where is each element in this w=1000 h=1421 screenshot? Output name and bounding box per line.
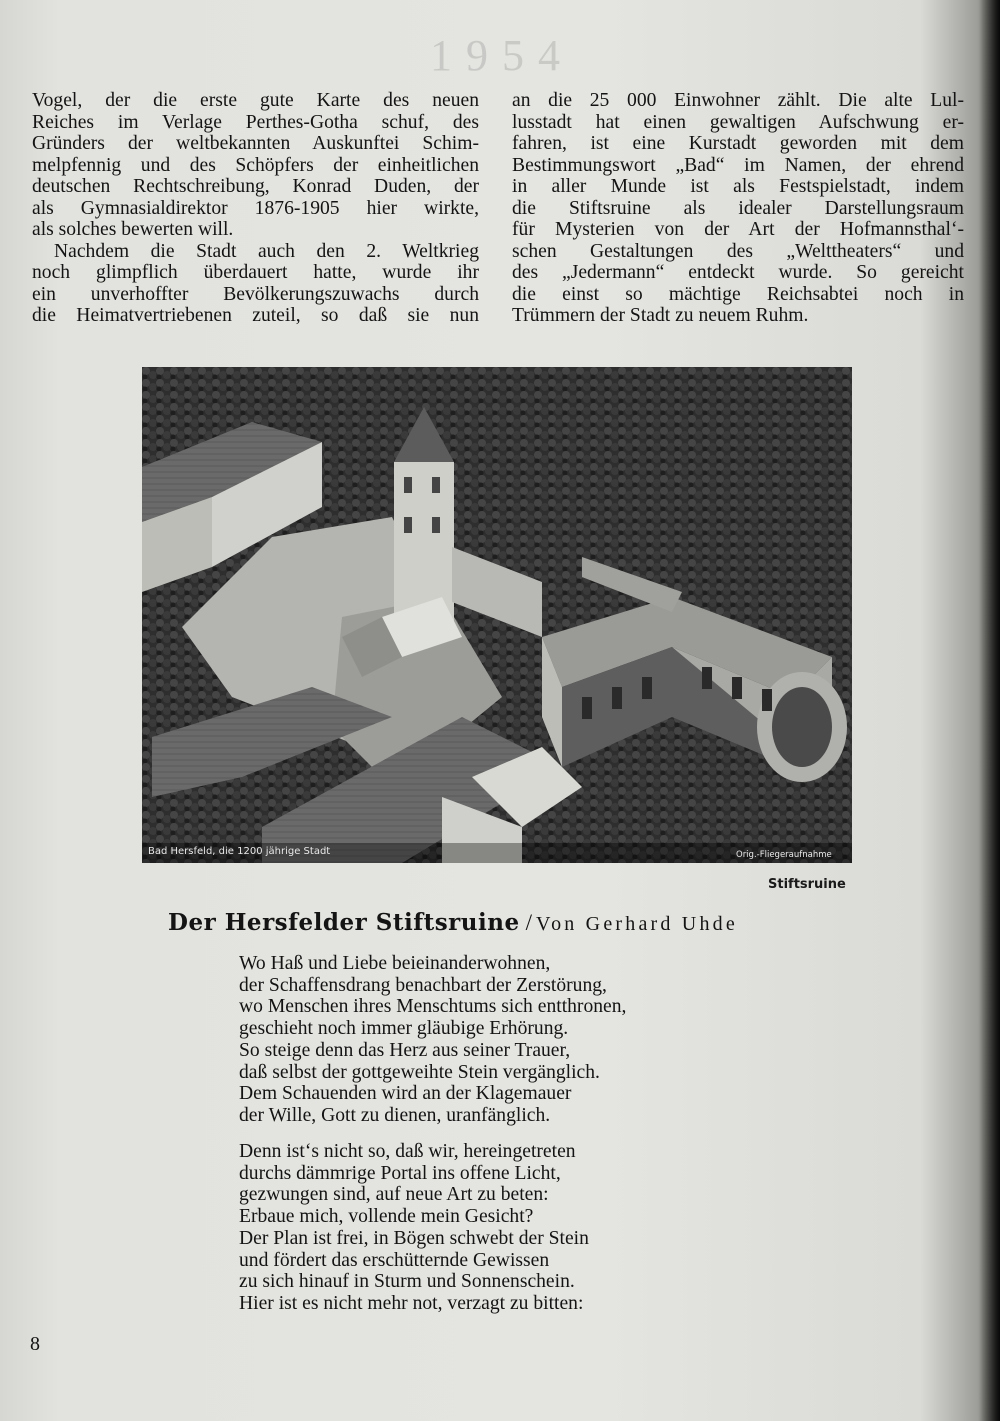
poem-line: Denn ist‘s nicht so, daß wir, hereingetreten <box>239 1141 576 1162</box>
text-line: Bestimmungswort „Bad“ im Namen, der ehrend <box>512 154 964 176</box>
poem-line: zu sich hinauf in Sturm und Sonnenschein. <box>239 1271 575 1293</box>
photo-overlay-text-left: Bad Hersfeld, die 1200 jährige Stadt <box>148 846 331 857</box>
poem-line: So steige denn das Herz aus seiner Trauer, <box>239 1039 571 1061</box>
poem-line: gezwungen sind, auf neue Art zu beten: <box>239 1184 549 1206</box>
faint-background-stamp: 1954 <box>430 31 574 80</box>
poem-author: Von Gerhard Uhde <box>536 913 738 935</box>
photo-overlay-text-right: Orig.-Fliegeraufnahme <box>736 850 832 860</box>
text-line: für Mysterien von der Art der Hofmannsthal‘- <box>512 219 964 240</box>
text-line: noch glimpflich überdauert hatte, wurde ihr <box>32 262 479 283</box>
poem-line: durchs dämmrige Portal ins offene Licht, <box>239 1162 561 1184</box>
aerial-photo-illustration <box>142 367 852 863</box>
article-left-column <box>32 90 479 327</box>
poem-stanza-1 <box>239 953 626 1127</box>
poem-stanza-2 <box>239 1141 589 1315</box>
poem-title: Der Hersfelder Stiftsruine <box>168 909 520 936</box>
text-line: in aller Munde ist als Festspielstadt, indem <box>512 176 964 197</box>
text-line: Vogel, der die erste gute Karte des neuen <box>32 90 479 111</box>
text-line: des „Jedermann“ entdeckt wurde. So gereicht <box>512 262 964 283</box>
text-line: Reiches im Verlage Perthes-Gotha schuf, des <box>32 111 479 133</box>
text-line: fahren, ist eine Kurstadt geworden mit dem <box>512 133 964 154</box>
text-line: deutschen Rechtschreibung, Konrad Duden, der <box>32 176 479 197</box>
text-line: melpfennig und des Schöpfers der einheitlichen <box>32 154 479 176</box>
poem-line: wo Menschen ihres Menschtums sich entthronen, <box>239 996 627 1018</box>
poem-line: der Schaffensdrang benachbart der Zerstörung, <box>239 974 607 996</box>
photo-caption: Stiftsruine <box>768 877 846 892</box>
text-line: Trümmern der Stadt zu neuem Ruhm. <box>512 305 809 326</box>
aerial-photo-stiftsruine <box>142 367 852 863</box>
poem-line: der Wille, Gott zu dienen, uranfänglich. <box>239 1104 551 1126</box>
poem-line: Erbaue mich, vollende mein Gesicht? <box>239 1206 534 1228</box>
text-line: die einst so mächtige Reichsabtei noch in <box>512 283 964 305</box>
article-right-column <box>512 90 964 327</box>
poem-line: daß selbst der gottgeweihte Stein vergänglich. <box>239 1061 600 1083</box>
text-line: an die 25 000 Einwohner zählt. Die alte Lul- <box>512 90 964 111</box>
page-number: 8 <box>30 1333 40 1355</box>
poem-heading <box>168 909 738 936</box>
poem-line: Hier ist es nicht mehr not, verzagt zu bitten: <box>239 1292 584 1314</box>
poem-line: geschieht noch immer gläubige Erhörung. <box>239 1018 569 1040</box>
text-line: als Gymnasialdirektor 1876-1905 hier wirkte, <box>32 197 479 219</box>
text-line: Nachdem die Stadt auch den 2. Weltkrieg <box>54 240 479 262</box>
poem-line: und fördert das erschütternde Gewissen <box>239 1249 550 1271</box>
text-line: die Heimatvertriebenen zuteil, so daß sie nun <box>32 305 479 326</box>
poem-line: Der Plan ist frei, in Bögen schwebt der Stein <box>239 1227 589 1249</box>
text-line: die Stiftsruine als idealer Darstellungsraum <box>512 197 964 219</box>
text-line: als solches bewerten will. <box>32 219 234 240</box>
text-line: lusstadt hat einen gewaltigen Aufschwung er- <box>512 111 964 133</box>
poem-line: Wo Haß und Liebe beieinanderwohnen, <box>239 953 551 974</box>
binding-edge-shadow <box>978 0 1000 1421</box>
poem-line: Dem Schauenden wird an der Klagemauer <box>239 1083 572 1105</box>
title-separator: / <box>525 910 533 935</box>
text-line: schen Gestaltungen des „Welttheaters“ und <box>512 240 964 262</box>
text-line: Gründers der weltbekannten Auskunftei Schim- <box>32 133 479 154</box>
text-line: ein unverhoffter Bevölkerungszuwachs durch <box>32 283 479 305</box>
